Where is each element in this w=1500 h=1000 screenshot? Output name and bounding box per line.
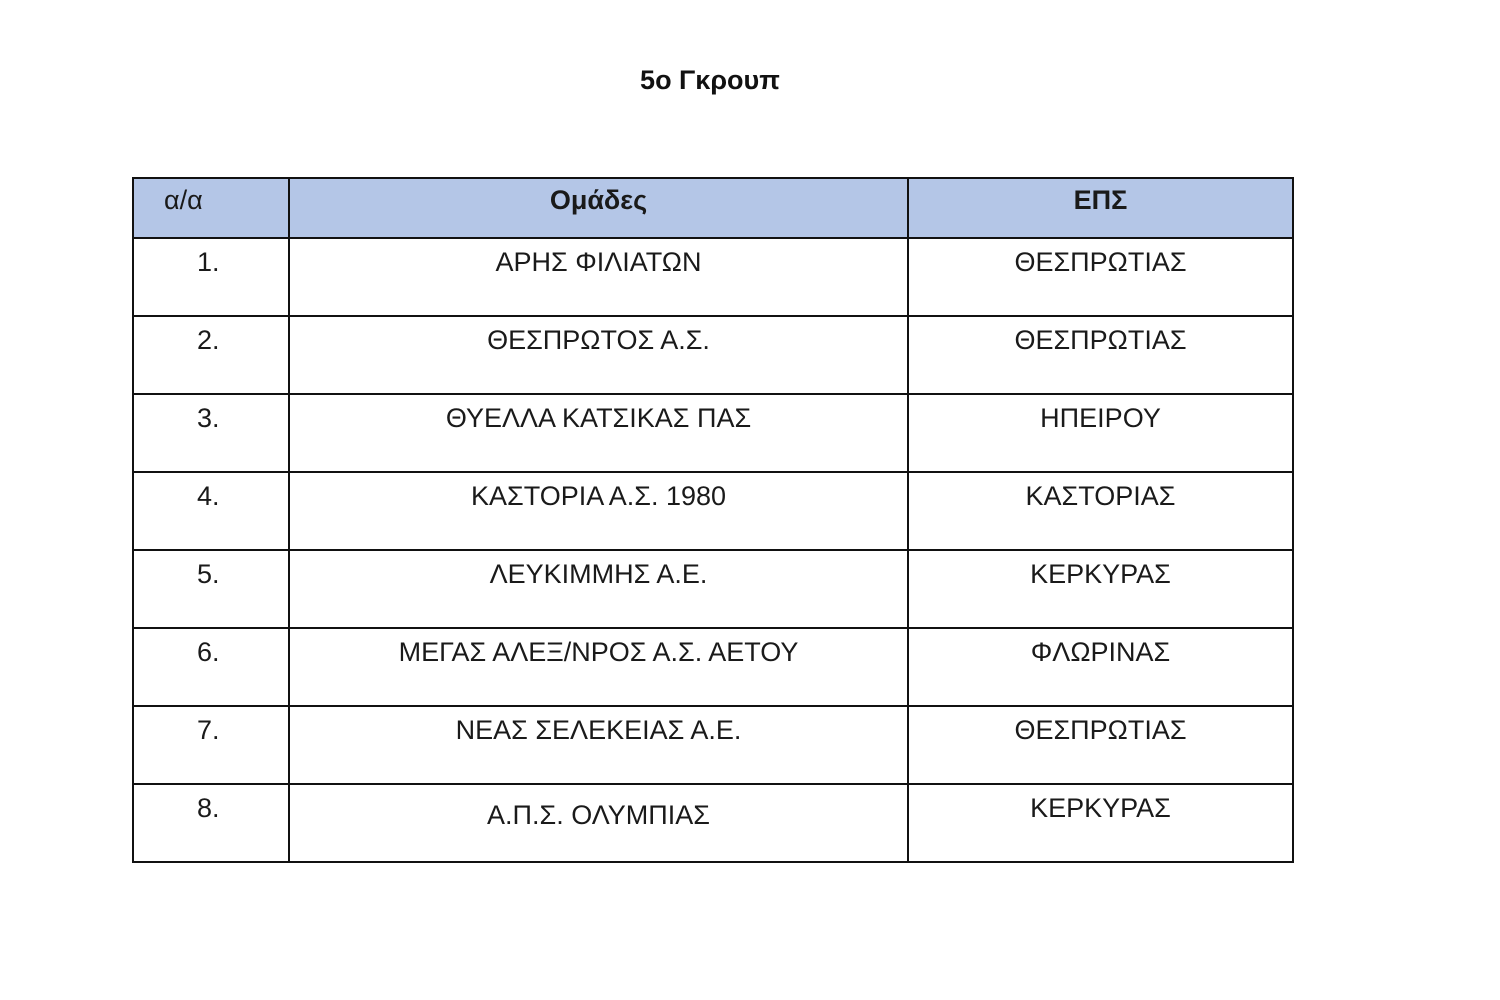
header-federation: ΕΠΣ: [908, 178, 1293, 238]
row-federation: ΚΕΡΚΥΡΑΣ: [908, 784, 1293, 862]
row-number: 2.: [133, 316, 289, 394]
row-federation: ΘΕΣΠΡΩΤΙΑΣ: [908, 706, 1293, 784]
header-team: Ομάδες: [289, 178, 908, 238]
row-federation: ΚΕΡΚΥΡΑΣ: [908, 550, 1293, 628]
row-team: ΘΥΕΛΛΑ ΚΑΤΣΙΚΑΣ ΠΑΣ: [289, 394, 908, 472]
table-row: [133, 628, 1293, 706]
table-row: [133, 550, 1293, 628]
page-title: 5ο Γκρουπ: [640, 65, 780, 95]
row-team: ΛΕΥΚΙΜΜΗΣ Α.Ε.: [289, 550, 908, 628]
groups-table: [132, 177, 1294, 863]
table-row: [133, 706, 1293, 784]
row-number: 1.: [133, 238, 289, 316]
row-number: 7.: [133, 706, 289, 784]
row-federation: ΗΠΕΙΡΟΥ: [908, 394, 1293, 472]
table-header: [133, 178, 1293, 238]
row-number: 5.: [133, 550, 289, 628]
row-team: ΜΕΓΑΣ ΑΛΕΞ/ΝΡΟΣ Α.Σ. ΑΕΤΟΥ: [289, 628, 908, 706]
row-team: ΑΡΗΣ ΦΙΛΙΑΤΩΝ: [289, 238, 908, 316]
row-federation: ΘΕΣΠΡΩΤΙΑΣ: [908, 316, 1293, 394]
header-number: α/α: [133, 178, 289, 238]
row-number: 4.: [133, 472, 289, 550]
header-row: [133, 178, 1293, 238]
table-row: [133, 238, 1293, 316]
row-number: 6.: [133, 628, 289, 706]
row-team: ΘΕΣΠΡΩΤΟΣ Α.Σ.: [289, 316, 908, 394]
row-team: ΚΑΣΤΟΡΙΑ Α.Σ. 1980: [289, 472, 908, 550]
table-row: [133, 394, 1293, 472]
row-team: Α.Π.Σ. ΟΛΥΜΠΙΑΣ: [289, 784, 908, 862]
table-row: [133, 316, 1293, 394]
row-federation: ΚΑΣΤΟΡΙΑΣ: [908, 472, 1293, 550]
table-body: [133, 238, 1293, 862]
row-number: 3.: [133, 394, 289, 472]
row-team: ΝΕΑΣ ΣΕΛΕΚΕΙΑΣ Α.Ε.: [289, 706, 908, 784]
row-federation: ΘΕΣΠΡΩΤΙΑΣ: [908, 238, 1293, 316]
table-row: [133, 472, 1293, 550]
table-row: [133, 784, 1293, 862]
row-number: 8.: [133, 784, 289, 862]
row-federation: ΦΛΩΡΙΝΑΣ: [908, 628, 1293, 706]
